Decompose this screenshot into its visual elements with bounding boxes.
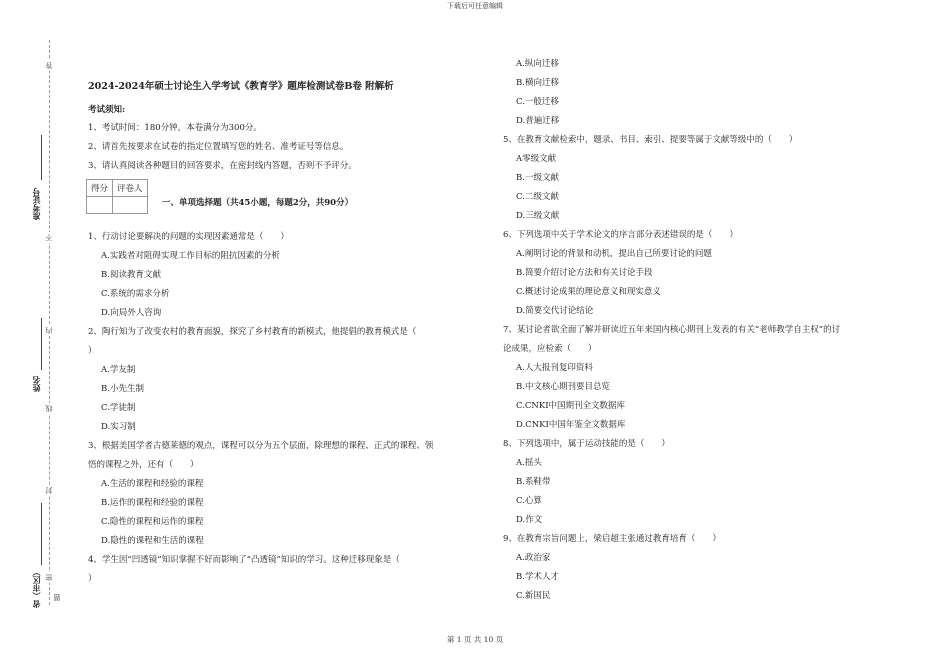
region-label: 省（市区） bbox=[31, 568, 41, 608]
notice-item: 2、请首先按要求在试卷的指定位置填写您的姓名、准考证号等信息。 bbox=[88, 142, 349, 152]
question-text: 悟的课程之外，还有（ ） bbox=[88, 460, 199, 470]
page-footer: 第 1 页 共 10 页 bbox=[446, 635, 504, 644]
answer-option: D.实习制 bbox=[101, 422, 136, 432]
answer-option: B.阅读教育文献 bbox=[101, 270, 161, 280]
answer-option: C.概述讨论成果的理论意义和现实意义 bbox=[516, 287, 661, 297]
question-text: 6、下列选项中关于学术论文的序言部分表述错误的是（ ） bbox=[503, 230, 738, 240]
answer-option: D.隐性的课程和生活的课程 bbox=[101, 536, 204, 546]
name-underline bbox=[41, 318, 42, 370]
kaohao-underline bbox=[41, 135, 42, 180]
score-box bbox=[86, 179, 148, 214]
answer-option: A.实践者对阻碍实现工作目标的阻抗因素的分析 bbox=[101, 251, 280, 261]
question-text: ） bbox=[88, 346, 97, 356]
answer-option: D.简要交代讨论结论 bbox=[516, 306, 594, 316]
answer-option: C.心算 bbox=[516, 496, 542, 506]
answer-option: B.运作的课程和经验的课程 bbox=[101, 498, 204, 508]
paper-title: 2024-2024年硕士讨论生入学考试《教育学》题库检测试卷B卷 附解析 bbox=[88, 81, 394, 92]
region-underline bbox=[41, 503, 42, 565]
seal-bottom-char: 题 bbox=[53, 594, 61, 601]
answer-option: B.中文核心期刊要目总览 bbox=[516, 382, 610, 392]
question-text: ） bbox=[88, 574, 97, 584]
answer-option: B.横向迁移 bbox=[516, 78, 559, 88]
section-title: 一、单项选择题（共45小题，每题2分，共90分） bbox=[162, 198, 354, 208]
question-text: 9、在教育宗旨问题上，梁启超主张通过教育培育（ ） bbox=[503, 534, 721, 544]
seal-char: 线 bbox=[45, 405, 53, 412]
grader-cell[interactable] bbox=[113, 197, 148, 214]
answer-option: D.三级文献 bbox=[516, 211, 560, 221]
grader-label: 评卷人 bbox=[113, 180, 148, 197]
answer-option: D.普遍迁移 bbox=[516, 116, 560, 126]
name-label: 姓名 bbox=[31, 376, 41, 392]
question-text: 3、根据美国学者古德莱德的观点，课程可以分为五个层面，除理想的课程、正式的课程、领 bbox=[88, 441, 434, 451]
answer-option: A零级文献 bbox=[516, 154, 557, 164]
seal-char: 不 bbox=[45, 234, 53, 241]
answer-option: D.向局外人咨询 bbox=[101, 308, 162, 318]
score-label: 得分 bbox=[87, 180, 113, 197]
question-text: 4、学生因“凹透镜”知识掌握不好而影响了“凸透镜”知识的学习。这种迁移现象是（ bbox=[88, 555, 400, 565]
answer-option: B.一级文献 bbox=[516, 173, 559, 183]
answer-option: A.阐明讨论的背景和动机，提出自己所要讨论的问题 bbox=[516, 249, 712, 259]
answer-option: A.生活的课程和经验的课程 bbox=[101, 479, 204, 489]
left-question-column bbox=[88, 228, 488, 589]
header-note: 下载后可任意编辑 bbox=[447, 2, 503, 10]
answer-option: A.摇头 bbox=[516, 458, 542, 468]
seal-char: 封 bbox=[45, 487, 53, 494]
question-text: 1、行动讨论要解决的问题的实现因素通常是（ ） bbox=[88, 232, 289, 242]
answer-option: B.小先生制 bbox=[101, 384, 144, 394]
score-cell[interactable] bbox=[87, 197, 113, 214]
answer-option: C.二级文献 bbox=[516, 192, 559, 202]
answer-option: D.CNKI中国年鉴全文数据库 bbox=[516, 420, 626, 430]
answer-option: C.一般迁移 bbox=[516, 97, 559, 107]
question-text: 2、陶行知为了改变农村的教育面貌，探究了乡村教育的新模式，他提倡的教育模式是（ bbox=[88, 327, 417, 337]
answer-option: A.政治家 bbox=[516, 553, 551, 563]
seal-char: 密 bbox=[45, 574, 53, 581]
answer-option: B.简要介绍讨论方法和有关讨论手段 bbox=[516, 268, 653, 278]
question-text: 8、下列选项中，属于运动技能的是（ ） bbox=[503, 439, 670, 449]
notice-item: 1、考试时间：180分钟，本卷满分为300分。 bbox=[88, 123, 262, 133]
answer-option: A.学友制 bbox=[101, 365, 136, 375]
answer-option: A.人大报刊复印资料 bbox=[516, 363, 593, 373]
seal-char: 答 bbox=[45, 62, 53, 69]
question-text: 论成果，应检索（ ） bbox=[503, 344, 597, 354]
answer-option: C.隐性的课程和运作的课程 bbox=[101, 517, 204, 527]
question-text: 5、在教育文献检索中，题录、书目、索引、提要等属于文献等级中的（ ） bbox=[503, 135, 798, 145]
kaohao-label: 准考证号 bbox=[31, 188, 41, 220]
question-text: 7、某讨论者欲全面了解并研读近五年来国内核心期刊上发表的有关“老师教学自主权”的讨 bbox=[503, 325, 841, 335]
notice-item: 3、请认真阅读各种题目的回答要求，在密封线内答题，否则不予评分。 bbox=[88, 161, 357, 171]
right-question-column bbox=[503, 55, 923, 606]
answer-option: B.学术人才 bbox=[516, 572, 559, 582]
answer-option: B.系鞋带 bbox=[516, 477, 551, 487]
answer-option: C.学徒制 bbox=[101, 403, 136, 413]
notice-heading: 考试须知: bbox=[88, 105, 126, 115]
answer-option: A.纵向迁移 bbox=[516, 59, 559, 69]
seal-char: 内 bbox=[45, 327, 53, 334]
answer-option: D.作文 bbox=[516, 515, 543, 525]
seal-dashed-line bbox=[49, 40, 50, 605]
answer-option: C.新国民 bbox=[516, 591, 551, 601]
answer-option: C.CNKI中国期刊全文数据库 bbox=[516, 401, 626, 411]
answer-option: C.系统的需求分析 bbox=[101, 289, 170, 299]
